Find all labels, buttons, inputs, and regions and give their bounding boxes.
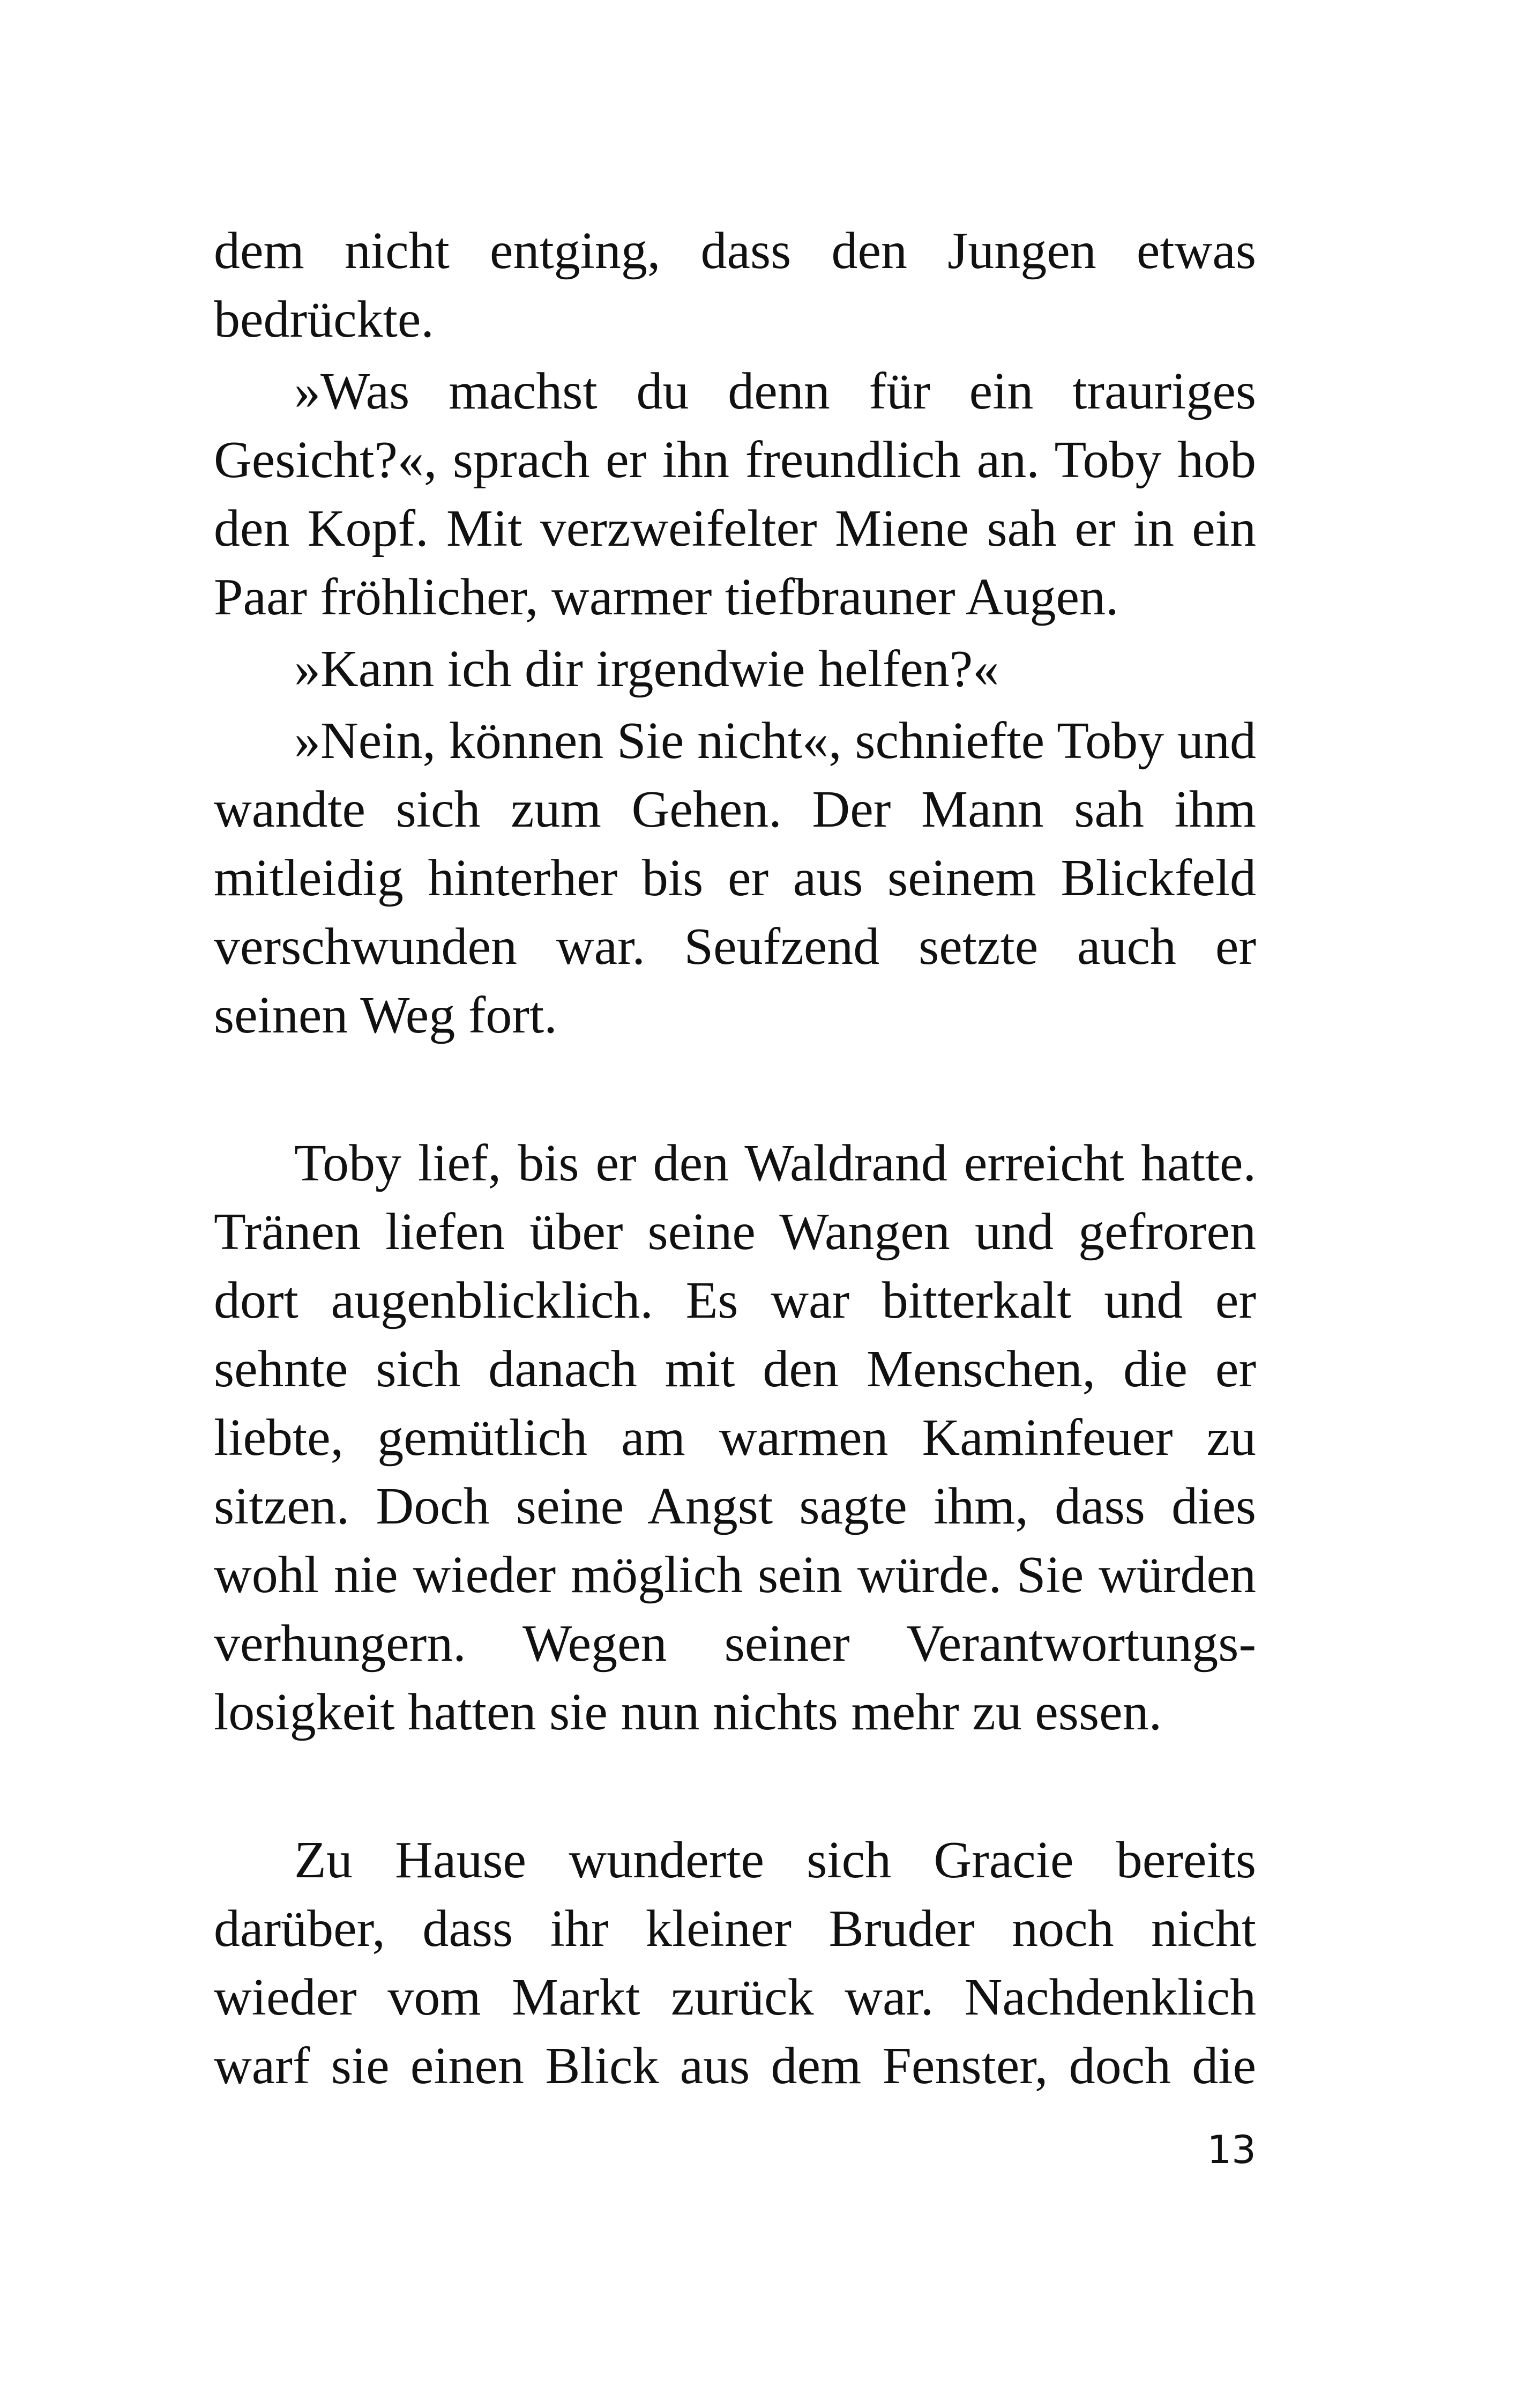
text-line: verschwunden war. Seufzend setzte auch er [214, 918, 1256, 976]
text-line: Paar fröhlicher, warmer tiefbrauner Augen. [214, 568, 1119, 626]
text-line: Gesicht?«, sprach er ihn freundlich an. Toby hob [214, 431, 1256, 489]
text-line: Toby lief, bis er den Waldrand erreicht hatte. [294, 1134, 1256, 1192]
text-line: bedrückte. [214, 291, 434, 348]
text-line: losigkeit hatten sie nun nichts mehr zu essen. [214, 1683, 1162, 1741]
text-line: verhungern. Wegen seiner Verantwortungs- [214, 1615, 1256, 1673]
text-line: liebte, gemütlich am warmen Kaminfeuer zu [214, 1409, 1256, 1467]
text-line: Tränen liefen über seine Wangen und gefroren [214, 1203, 1256, 1261]
text-line: wandte sich zum Gehen. Der Mann sah ihm [214, 781, 1256, 838]
text-line: wohl nie wieder möglich sein würde. Sie würden [214, 1546, 1256, 1604]
text-line: den Kopf. Mit verzweifelter Miene sah er in ein [214, 500, 1256, 558]
text-line: dem nicht entging, dass den Jungen etwas [214, 222, 1256, 280]
text-line: darüber, dass ihr kleiner Bruder noch nicht [214, 1900, 1256, 1958]
text-line: »Kann ich dir irgendwie helfen?« [294, 640, 999, 698]
text-line: warf sie einen Blick aus dem Fenster, doch die [214, 2037, 1256, 2095]
text-line: Zu Hause wunderte sich Gracie bereits [294, 1831, 1256, 1889]
text-line: seinen Weg fort. [214, 986, 557, 1044]
text-line: wieder vom Markt zurück war. Nachdenklich [214, 1968, 1256, 2026]
text-line: »Nein, können Sie nicht«, schniefte Toby und [294, 712, 1256, 770]
page-number: 13 [1207, 2127, 1256, 2172]
text-line: mitleidig hinterher bis er aus seinem Blickfeld [214, 849, 1256, 907]
text-line: sitzen. Doch seine Angst sagte ihm, dass dies [214, 1477, 1256, 1535]
text-line: dort augenblicklich. Es war bitterkalt und er [214, 1272, 1256, 1329]
text-line: »Was machst du denn für ein trauriges [294, 362, 1256, 420]
text-line: sehnte sich danach mit den Menschen, die er [214, 1340, 1256, 1398]
